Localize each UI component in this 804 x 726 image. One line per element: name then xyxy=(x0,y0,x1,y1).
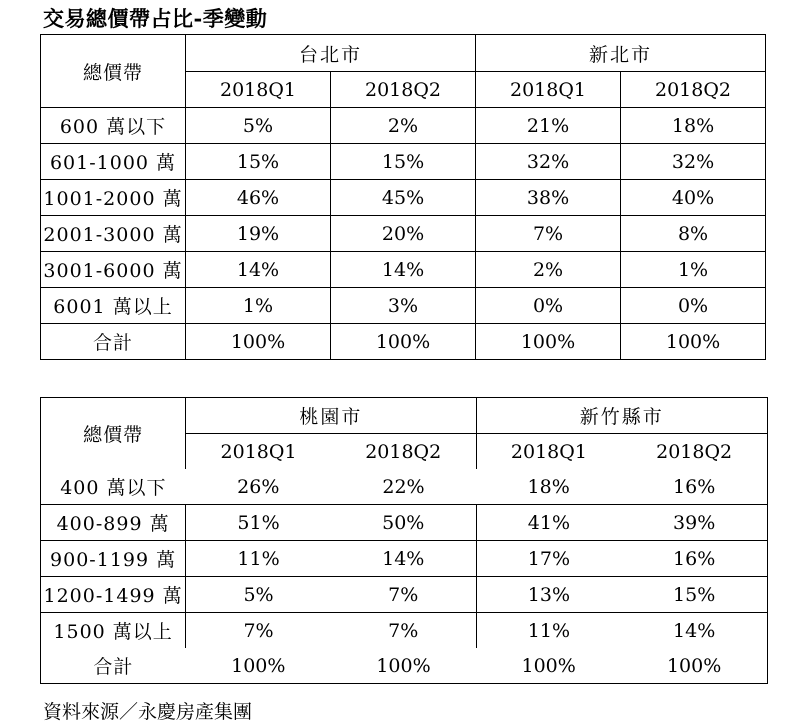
cell-value: 0% xyxy=(621,288,766,324)
cell-value: 7% xyxy=(476,216,621,252)
cell-value: 14% xyxy=(186,252,331,288)
cell-value: 3% xyxy=(331,288,476,324)
cell-value: 1% xyxy=(621,252,766,288)
cell-value: 18% xyxy=(527,475,570,498)
source-note: 資料來源／永慶房產集團 xyxy=(43,701,253,723)
row-label: 400-899 萬 xyxy=(41,505,186,541)
row-label: 400 萬以下 xyxy=(41,469,186,505)
cell-value: 32% xyxy=(476,144,621,180)
row-label: 合計 xyxy=(93,656,134,678)
cell-value: 100% xyxy=(231,654,286,677)
cell-value: 100% xyxy=(521,654,576,677)
cell-value: 2% xyxy=(476,252,621,288)
row-label: 6001 萬以上 xyxy=(41,288,186,324)
row-label: 1500 萬以上 xyxy=(41,613,186,649)
row-label: 1001-2000 萬 xyxy=(41,180,186,216)
table-row xyxy=(41,288,766,324)
quarter-header: 2018Q1 xyxy=(186,72,331,108)
cell-value: 16% xyxy=(621,541,767,577)
cell-value: 7% xyxy=(243,619,274,642)
cell-value: 19% xyxy=(186,216,331,252)
cell-value: 100% xyxy=(621,324,766,360)
cell-value: 46% xyxy=(186,180,331,216)
cell-value: 40% xyxy=(621,180,766,216)
row-label: 3001-6000 萬 xyxy=(41,252,186,288)
cell-value: 7% xyxy=(331,577,476,613)
cell-value: 38% xyxy=(476,180,621,216)
cell-value: 45% xyxy=(331,180,476,216)
cell-value: 18% xyxy=(621,108,766,144)
cell-value: 21% xyxy=(476,108,621,144)
table-row xyxy=(41,577,768,613)
region-header: 台北市 xyxy=(186,35,476,72)
cell-value: 1% xyxy=(186,288,331,324)
table-header-row xyxy=(41,398,768,434)
table-total-row xyxy=(41,324,766,360)
cell-value: 32% xyxy=(621,144,766,180)
row-label: 合計 xyxy=(41,324,186,360)
table-taipei-newtaipei xyxy=(40,34,766,360)
cell-value: 39% xyxy=(621,505,767,541)
cell-value: 41% xyxy=(476,505,621,541)
corner-header: 總價帶 xyxy=(41,398,186,470)
cell-value: 22% xyxy=(382,475,425,498)
table-row xyxy=(41,216,766,252)
cell-value: 17% xyxy=(476,541,621,577)
quarter-header: 2018Q2 xyxy=(331,72,476,108)
table-row xyxy=(41,505,768,541)
table-row xyxy=(41,180,766,216)
row-label: 2001-3000 萬 xyxy=(41,216,186,252)
cell-value: 20% xyxy=(331,216,476,252)
cell-value: 11% xyxy=(527,619,571,642)
cell-value: 5% xyxy=(186,108,331,144)
cell-value: 15% xyxy=(621,577,767,613)
table-row xyxy=(41,144,766,180)
cell-value: 2% xyxy=(331,108,476,144)
corner-header: 總價帶 xyxy=(41,35,186,108)
cell-value: 11% xyxy=(186,541,331,577)
page-title: 交易總價帶占比-季變動 xyxy=(43,6,268,31)
cell-value: 50% xyxy=(331,505,476,541)
cell-value: 26% xyxy=(237,475,280,498)
cell-value: 14% xyxy=(331,541,476,577)
cell-value: 13% xyxy=(476,577,621,613)
row-label: 900-1199 萬 xyxy=(41,541,186,577)
table-header-row xyxy=(41,35,766,72)
cell-value: 5% xyxy=(186,577,331,613)
cell-value: 15% xyxy=(331,144,476,180)
cell-value: 0% xyxy=(476,288,621,324)
table-row xyxy=(41,252,766,288)
cell-value: 51% xyxy=(186,505,331,541)
cell-value: 14% xyxy=(673,619,716,642)
cell-value: 100% xyxy=(476,324,621,360)
region-header: 新竹縣市 xyxy=(476,398,767,434)
table-taoyuan-hsinchu xyxy=(40,397,768,684)
table-row xyxy=(41,613,768,649)
row-label: 600 萬以下 xyxy=(41,108,186,144)
quarter-header: 2018Q1 xyxy=(220,440,297,463)
cell-value: 8% xyxy=(621,216,766,252)
region-header: 桃園市 xyxy=(186,398,476,434)
cell-value: 14% xyxy=(331,252,476,288)
quarter-header: 2018Q2 xyxy=(621,72,766,108)
table-row xyxy=(41,469,768,505)
cell-value: 16% xyxy=(673,475,716,498)
quarter-header: 2018Q1 xyxy=(510,440,587,463)
cell-value: 100% xyxy=(331,324,476,360)
quarter-header: 2018Q2 xyxy=(331,434,476,470)
table-row xyxy=(41,108,766,144)
table-total-row xyxy=(41,648,768,684)
row-label: 1200-1499 萬 xyxy=(41,577,186,613)
cell-value: 100% xyxy=(666,654,722,677)
quarter-header: 2018Q1 xyxy=(476,72,621,108)
table-row xyxy=(41,541,768,577)
cell-value: 7% xyxy=(331,613,476,649)
row-label: 601-1000 萬 xyxy=(41,144,186,180)
quarter-header: 2018Q2 xyxy=(656,440,733,463)
region-header: 新北市 xyxy=(476,35,766,72)
cell-value: 100% xyxy=(376,654,431,677)
cell-value: 15% xyxy=(186,144,331,180)
cell-value: 100% xyxy=(186,324,331,360)
